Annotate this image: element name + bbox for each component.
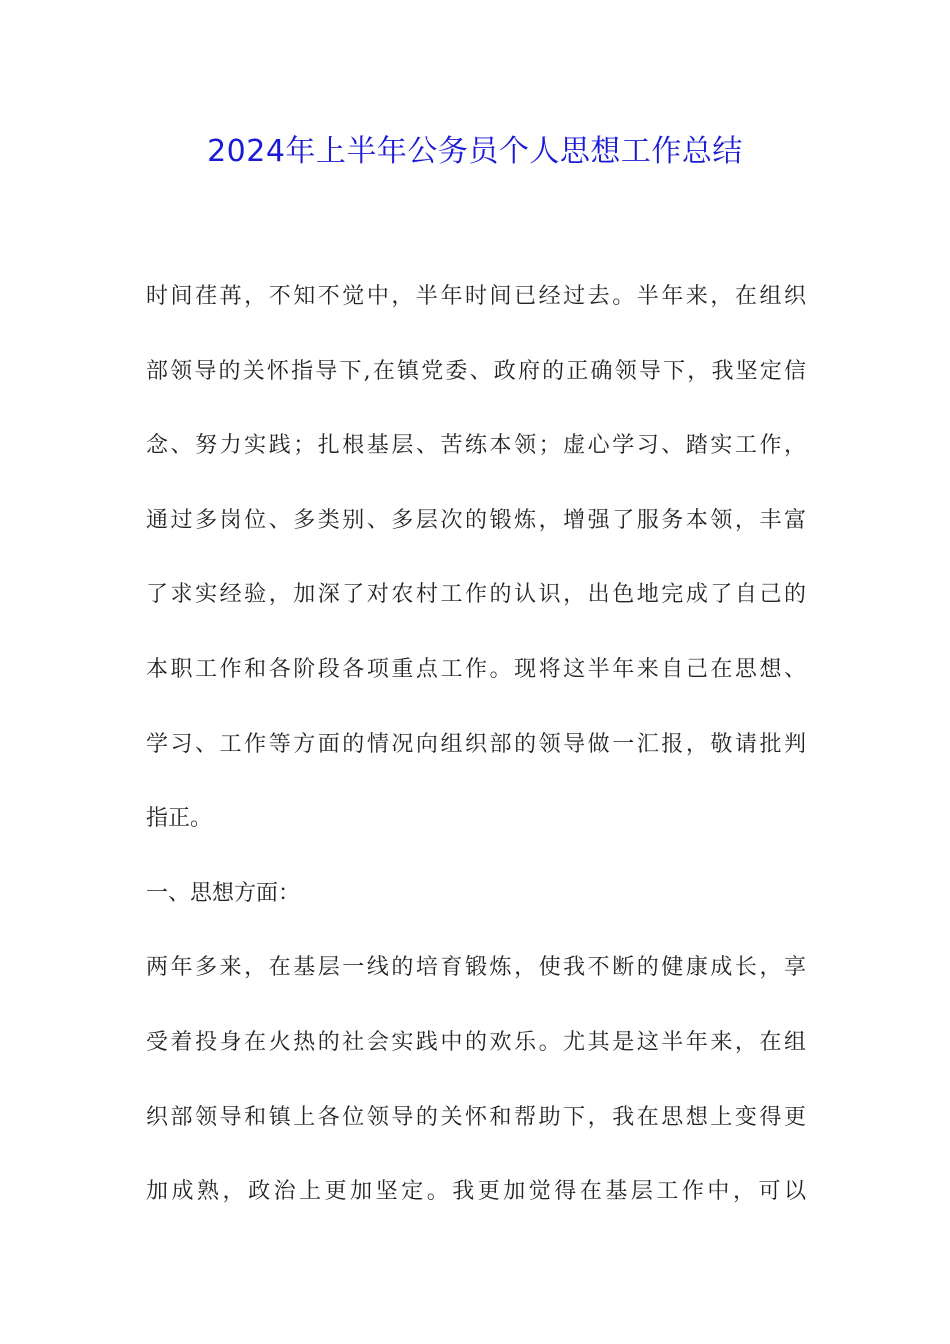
text-line: 通过多岗位、多类别、多层次的锻炼，增强了服务本领，丰富 bbox=[146, 507, 806, 533]
text-line: 织部领导和镇上各位领导的关怀和帮助下，我在思想上变得更 bbox=[146, 1104, 806, 1130]
text-line: 加成熟，政治上更加坚定。我更加觉得在基层工作中，可以 bbox=[146, 1179, 806, 1205]
text-line: 一、思想方面： bbox=[146, 880, 301, 906]
text-line: 指正。 bbox=[146, 806, 213, 832]
text-line: 了求实经验，加深了对农村工作的认识，出色地完成了自己的 bbox=[146, 582, 806, 608]
document-title: 2024年上半年公务员个人思想工作总结 bbox=[207, 134, 743, 169]
text-line: 部领导的关怀指导下,在镇党委、政府的正确领导下，我坚定信 bbox=[146, 358, 806, 384]
text-line: 两年多来，在基层一线的培育锻炼，使我不断的健康成长，享 bbox=[146, 955, 806, 981]
text-line: 学习、工作等方面的情况向组织部的领导做一汇报，敬请批判 bbox=[146, 731, 806, 757]
text-line: 受着投身在火热的社会实践中的欢乐。尤其是这半年来，在组 bbox=[146, 1029, 806, 1055]
text-line: 本职工作和各阶段各项重点工作。现将这半年来自己在思想、 bbox=[146, 656, 806, 682]
text-line: 时间荏苒，不知不觉中，半年时间已经过去。半年来，在组织 bbox=[146, 284, 806, 309]
text-line: 念、努力实践；扎根基层、苦练本领；虚心学习、踏实工作， bbox=[146, 433, 806, 459]
document-body bbox=[146, 260, 806, 1230]
